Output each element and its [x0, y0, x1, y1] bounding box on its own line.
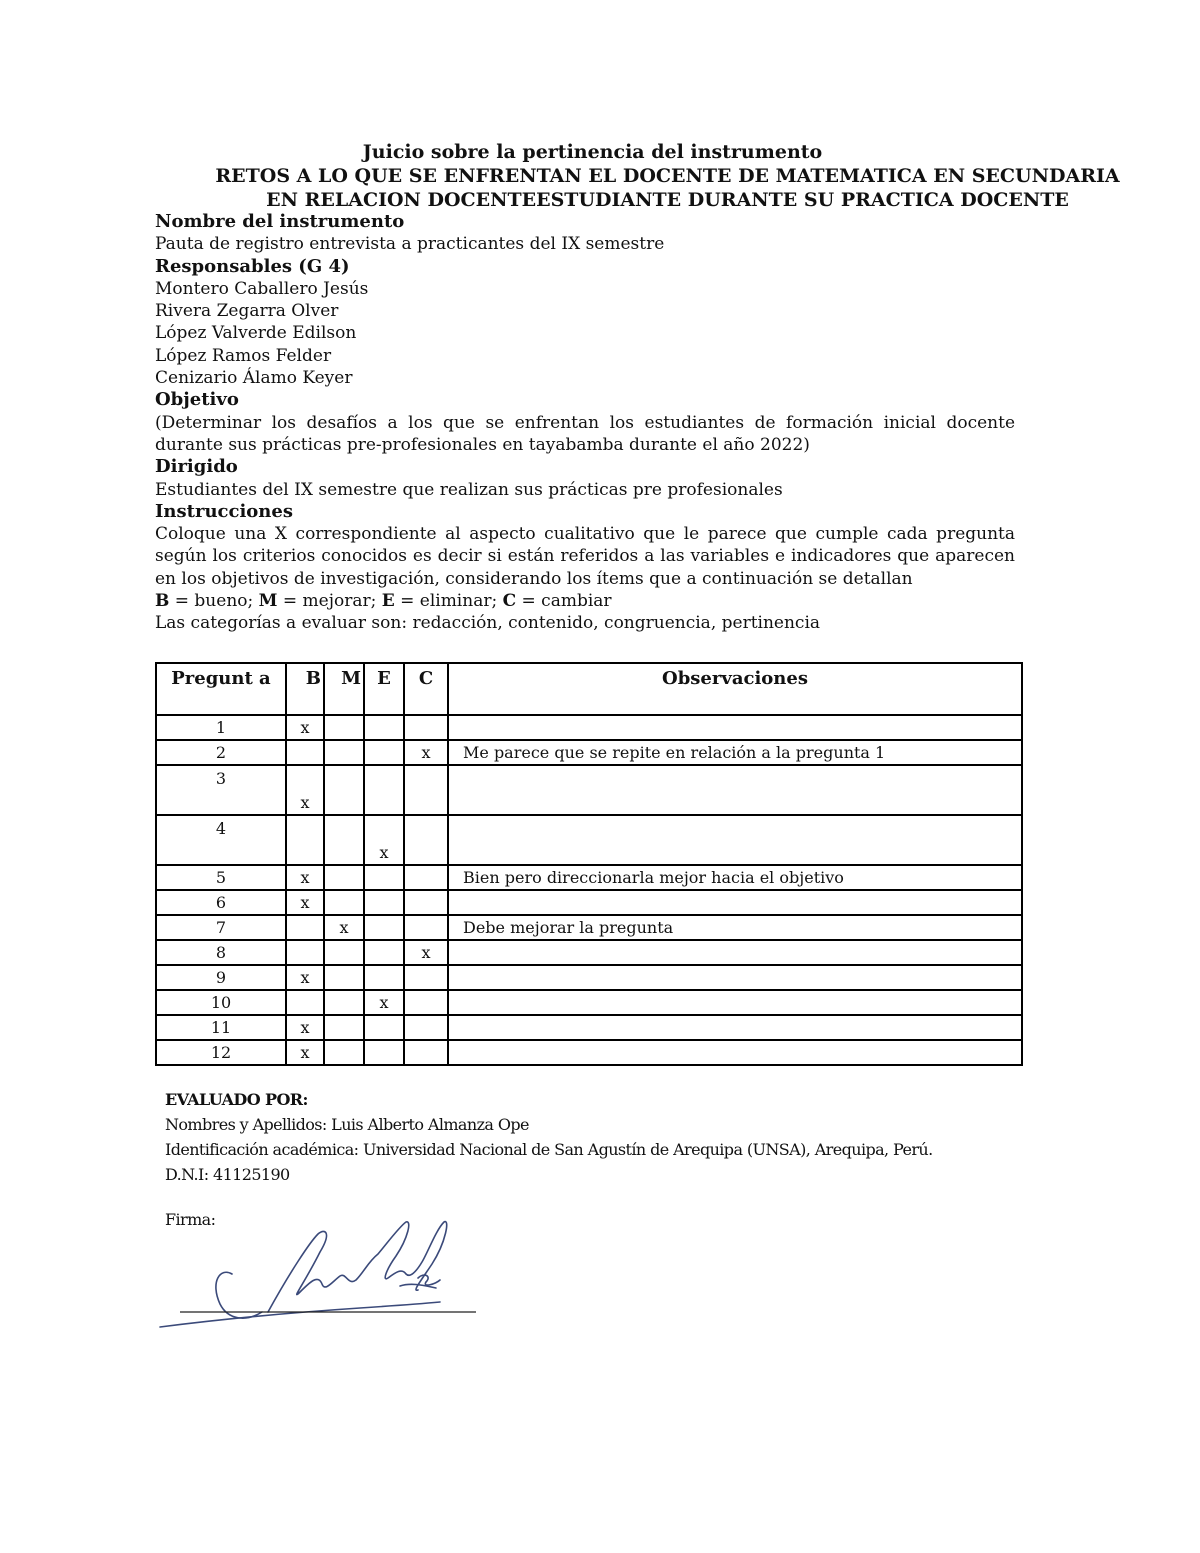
instrumento-heading: Nombre del instrumento — [155, 211, 405, 232]
mark-m-cell — [324, 890, 364, 915]
mark-c-cell — [404, 965, 448, 990]
categorias-text: Las categorías a evaluar son: redacción, contenido, congruencia, pertinencia — [155, 613, 821, 634]
mark-e-cell — [364, 715, 404, 740]
mark-c-cell — [404, 715, 448, 740]
mark-c-cell — [404, 990, 448, 1015]
mark-m-cell — [324, 940, 364, 965]
pregunta-number-cell: 4 — [156, 815, 286, 865]
mark-c-cell — [404, 915, 448, 940]
mark-m-cell — [324, 865, 364, 890]
table-row — [156, 915, 1022, 940]
observation-cell — [448, 1015, 1022, 1040]
table-row — [156, 765, 1022, 815]
pregunta-number-cell: 1 — [156, 715, 286, 740]
mark-e-cell — [364, 765, 404, 815]
pregunta-number-cell: 8 — [156, 940, 286, 965]
mark-c-cell — [404, 1040, 448, 1065]
pregunta-number-cell: 3 — [156, 765, 286, 815]
header-observaciones: Observaciones — [448, 663, 1022, 715]
pregunta-number-cell: 6 — [156, 890, 286, 915]
mark-c-cell — [404, 765, 448, 815]
legend-value: = bueno; — [169, 591, 259, 612]
mark-e-cell — [364, 915, 404, 940]
observation-cell: Debe mejorar la pregunta — [448, 915, 1022, 940]
legend-value: = mejorar; — [277, 591, 382, 612]
mark-b-cell: x — [286, 765, 324, 815]
pregunta-number-cell: 2 — [156, 740, 286, 765]
mark-e-cell — [364, 1015, 404, 1040]
responsable-name: Rivera Zegarra Olver — [155, 301, 339, 322]
legend-key: E — [381, 591, 395, 612]
objetivo-heading: Objetivo — [155, 389, 239, 411]
observation-cell: Bien pero direccionarla mejor hacia el objetivo — [448, 865, 1022, 890]
header-b: B — [286, 663, 324, 715]
table-row — [156, 815, 1022, 865]
pregunta-number-cell: 7 — [156, 915, 286, 940]
legend-value: = cambiar — [516, 591, 612, 612]
mark-b-cell: x — [286, 890, 324, 915]
legend-key: C — [502, 591, 517, 612]
dirigido-text: Estudiantes del IX semestre que realizan sus prácticas pre profesionales — [155, 479, 783, 500]
mark-m-cell — [324, 815, 364, 865]
legend-key: M — [258, 591, 278, 612]
evaluator-affiliation: Identificación académica: Universidad Nacional de San Agustín de Arequipa (UNSA), Arequipa, Perú. — [165, 1140, 933, 1159]
instrument-info — [155, 211, 1015, 635]
mark-m-cell — [324, 965, 364, 990]
mark-e-cell — [364, 890, 404, 915]
mark-e-cell — [364, 740, 404, 765]
mark-c-cell — [404, 815, 448, 865]
mark-e-cell — [364, 865, 404, 890]
responsable-name: Cenizario Álamo Keyer — [155, 368, 353, 389]
evaluator-name: Nombres y Apellidos: Luis Alberto Almanza Ope — [165, 1115, 529, 1134]
observation-cell — [448, 1040, 1022, 1065]
table-row — [156, 715, 1022, 740]
mark-c-cell — [404, 1015, 448, 1040]
subtitle-line-1: RETOS A LO QUE SE ENFRENTAN EL DOCENTE DE MATEMATICA EN SECUNDARIA — [215, 165, 1120, 187]
table-row — [156, 865, 1022, 890]
responsable-name: López Valverde Edilson — [155, 323, 357, 344]
mark-b-cell: x — [286, 715, 324, 740]
table-row — [156, 940, 1022, 965]
mark-m-cell — [324, 1015, 364, 1040]
dirigido-heading: Dirigido — [155, 456, 238, 478]
table-row — [156, 740, 1022, 765]
document-subtitle — [150, 164, 1185, 212]
instrucciones-heading: Instrucciones — [155, 500, 293, 522]
mark-m-cell — [324, 765, 364, 815]
observation-cell — [448, 815, 1022, 865]
mark-m-cell — [324, 1040, 364, 1065]
mark-e-cell: x — [364, 815, 404, 865]
observation-cell — [448, 890, 1022, 915]
firma-label: Firma: — [165, 1210, 216, 1229]
instrumento-text: Pauta de registro entrevista a practicantes del IX semestre — [155, 234, 665, 255]
header-m: M — [324, 663, 364, 715]
mark-b-cell — [286, 990, 324, 1015]
evaluator-dni: D.N.I: 41125190 — [165, 1165, 290, 1184]
mark-b-cell: x — [286, 1015, 324, 1040]
table-header-row — [156, 663, 1022, 715]
observation-cell — [448, 965, 1022, 990]
instrucciones-text: Coloque una X correspondiente al aspecto cualitativo que le parece que cumple cada pregunta según los criterios conocidos es decir si están referidos a las variables e indicadores que aparecen en los objetivos de investigación, considerando los ítems que a continuación se detallan — [155, 524, 1015, 589]
table-row — [156, 990, 1022, 1015]
mark-m-cell — [324, 715, 364, 740]
signature-image — [150, 1212, 490, 1337]
pregunta-number-cell: 9 — [156, 965, 286, 990]
mark-m-cell — [324, 990, 364, 1015]
observation-cell — [448, 715, 1022, 740]
mark-m-cell — [324, 740, 364, 765]
mark-b-cell — [286, 740, 324, 765]
header-c: C — [404, 663, 448, 715]
responsable-name: López Ramos Felder — [155, 345, 332, 366]
pregunta-number-cell: 5 — [156, 865, 286, 890]
rating-legend — [155, 590, 1015, 612]
pregunta-number-cell: 10 — [156, 990, 286, 1015]
pregunta-number-cell: 12 — [156, 1040, 286, 1065]
mark-e-cell — [364, 1040, 404, 1065]
observation-cell — [448, 990, 1022, 1015]
header-pregunta: Pregunt a — [156, 663, 286, 715]
mark-b-cell: x — [286, 965, 324, 990]
legend-key: B — [155, 591, 170, 612]
pregunta-number-cell: 11 — [156, 1015, 286, 1040]
mark-b-cell — [286, 815, 324, 865]
mark-c-cell — [404, 890, 448, 915]
table-row — [156, 1015, 1022, 1040]
mark-b-cell — [286, 940, 324, 965]
subtitle-line-2: EN RELACION DOCENTEESTUDIANTE DURANTE SU PRACTICA DOCENTE — [266, 189, 1069, 211]
table-row — [156, 1040, 1022, 1065]
mark-e-cell — [364, 965, 404, 990]
header-e: E — [364, 663, 404, 715]
mark-c-cell: x — [404, 940, 448, 965]
evaluator-info — [165, 1087, 933, 1187]
observation-cell — [448, 765, 1022, 815]
responsable-name: Montero Caballero Jesús — [155, 278, 369, 299]
mark-c-cell — [404, 865, 448, 890]
legend-value: = eliminar; — [394, 591, 503, 612]
table-row — [156, 965, 1022, 990]
responsables-heading: Responsables (G 4) — [155, 255, 350, 277]
mark-c-cell: x — [404, 740, 448, 765]
document-title: Juicio sobre la pertinencia del instrumento — [362, 141, 823, 163]
objetivo-text: (Determinar los desafíos a los que se enfrentan los estudiantes de formación inicial docente durante sus prácticas pre-profesionales en tayabamba durante el año 2022) — [155, 412, 1015, 455]
evaluado-heading: EVALUADO POR: — [165, 1090, 308, 1109]
table-row — [156, 890, 1022, 915]
mark-b-cell: x — [286, 865, 324, 890]
mark-e-cell — [364, 940, 404, 965]
observation-cell — [448, 940, 1022, 965]
mark-b-cell: x — [286, 1040, 324, 1065]
observation-cell: Me parece que se repite en relación a la pregunta 1 — [448, 740, 1022, 765]
mark-m-cell: x — [324, 915, 364, 940]
mark-e-cell: x — [364, 990, 404, 1015]
mark-b-cell — [286, 915, 324, 940]
evaluation-table — [155, 662, 1023, 1066]
